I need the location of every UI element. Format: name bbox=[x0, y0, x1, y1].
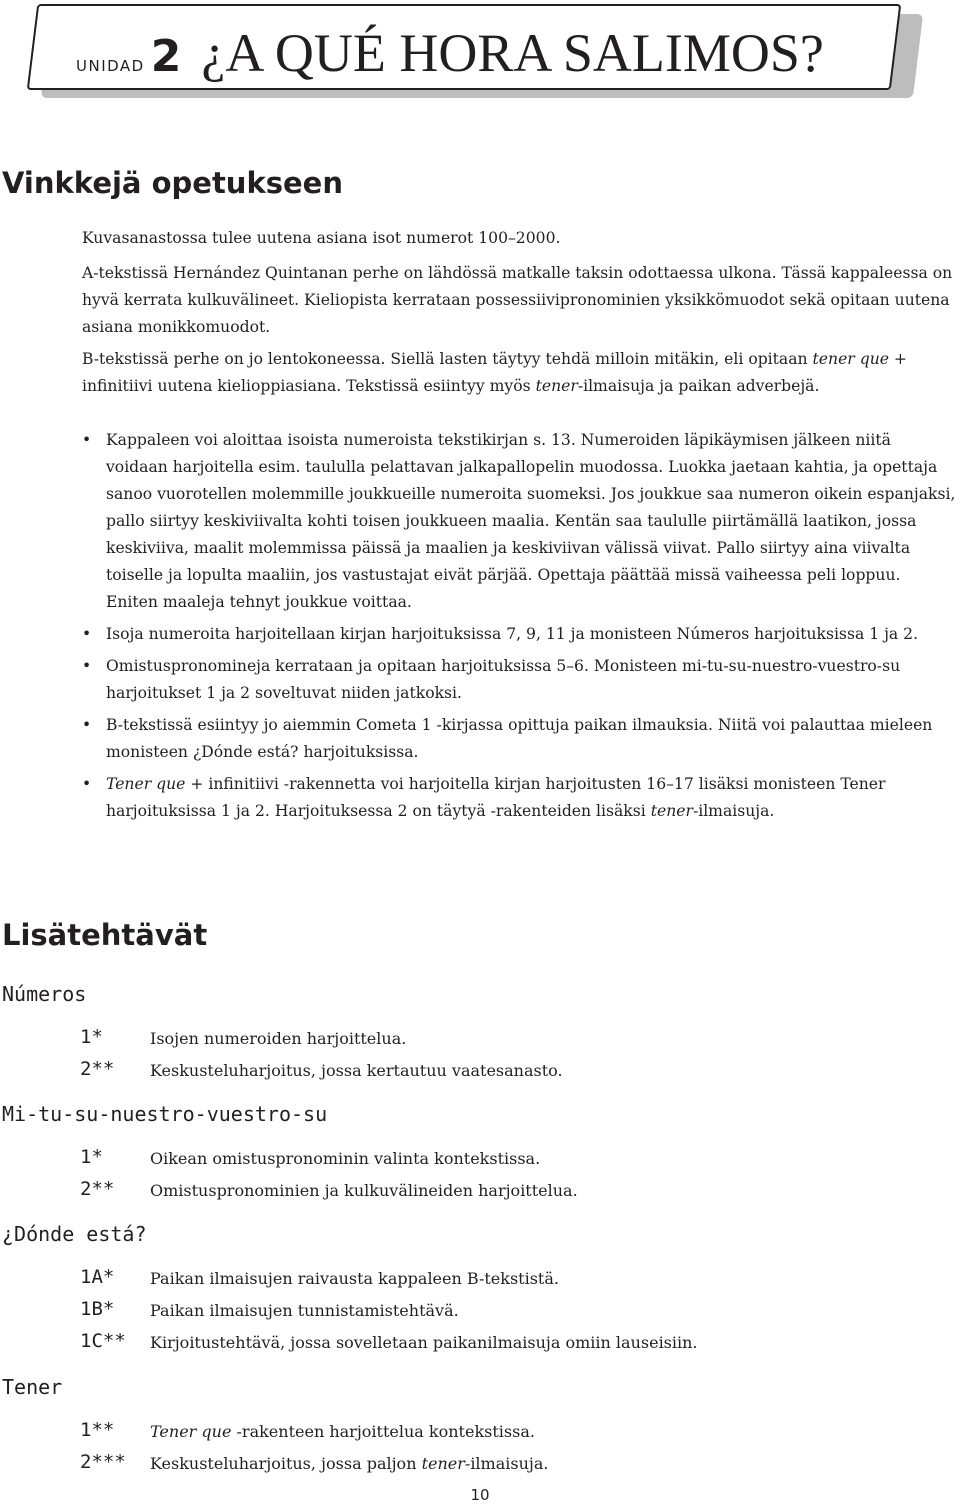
paragraph-a-text: A-tekstissä Hernández Quintanan perhe on lähdössä matkalle taksin odottaessa ulkona. Tässä kappaleessa on hyvä kerrata kulkuvälineet. Kieliopista kerrataan possessiivipronominien yksikkömuodot sekä opitaan uutena asiana monikkomuodot. bbox=[82, 264, 953, 336]
exercise-text-start: Keskusteluharjoitus, jossa paljon bbox=[150, 1454, 422, 1473]
paragraph-b-text bbox=[82, 346, 954, 400]
exercise-emphasis: tener bbox=[421, 1454, 465, 1473]
bullet-text: + infinitiivi -rakennetta voi harjoitella kirjan harjoitusten 16–17 lisäksi monisteen Tener harjoituksissa 1 ja 2. Harjoituksessa 2 on täytyä -rakenteiden lisäksi bbox=[106, 775, 886, 820]
exercise-code: 2*** bbox=[80, 1451, 126, 1473]
exercise-code: 1** bbox=[80, 1419, 115, 1441]
exercise-text: Oikean omistuspronominin valinta kontekstissa. bbox=[150, 1149, 541, 1168]
bullet-icon: • bbox=[82, 625, 92, 643]
exercise-code: 1A* bbox=[80, 1266, 115, 1288]
subheading-donde-esta: ¿Dónde está? bbox=[2, 1222, 147, 1246]
exercise-code: 1B* bbox=[80, 1298, 115, 1320]
exercise-text: Kirjoitustehtävä, jossa sovelletaan paikanilmaisuja omiin lauseisiin. bbox=[150, 1333, 698, 1352]
p3-part3: -ilmaisuja ja paikan adverbejä. bbox=[577, 377, 820, 395]
unit-number: 2 bbox=[150, 31, 182, 82]
exercise-code: 1C** bbox=[80, 1330, 126, 1352]
exercise-text bbox=[150, 1422, 535, 1441]
exercise-text: Paikan ilmaisujen raivausta kappaleen B-tekstistä. bbox=[150, 1269, 559, 1288]
bullet-icon: • bbox=[82, 716, 92, 734]
unit-title: ¿A QUÉ HORA SALIMOS? bbox=[201, 23, 824, 83]
exercise-text bbox=[150, 1454, 548, 1473]
p3-emphasis-tener: tener bbox=[535, 377, 578, 395]
list-item bbox=[82, 427, 956, 616]
extras-heading: Lisätehtävät bbox=[2, 918, 208, 952]
bullet-icon: • bbox=[82, 775, 92, 793]
paragraph-numbers: Kuvasanastossa tulee uutena asiana isot numerot 100–2000. bbox=[82, 229, 561, 247]
exercise-text: Omistuspronominien ja kulkuvälineiden harjoittelua. bbox=[150, 1181, 578, 1200]
subheading-numeros: Números bbox=[2, 982, 87, 1006]
subheading-tener: Tener bbox=[2, 1375, 63, 1399]
list-item bbox=[82, 621, 956, 648]
exercise-text-end: -ilmaisuja. bbox=[464, 1454, 549, 1473]
list-item bbox=[82, 712, 956, 766]
list-item bbox=[82, 771, 956, 825]
bullet-icon: • bbox=[82, 657, 92, 675]
exercise-emphasis: Tener que bbox=[150, 1422, 232, 1441]
exercise-text: Isojen numeroiden harjoittelua. bbox=[150, 1029, 407, 1048]
exercise-code: 2** bbox=[80, 1058, 115, 1080]
subheading-posesivos: Mi-tu-su-nuestro-vuestro-su bbox=[2, 1102, 328, 1126]
bullet-text: Kappaleen voi aloittaa isoista numeroista tekstikirjan s. 13. Numeroiden läpikäymisen jälkeen niitä voidaan harjoitella esim. taululla pelattavan jalkapallopelin muodossa. Luokka jaetaan kahtia, ja opettaja sanoo vuorotellen molemmille joukkueille numeroita suomeksi. Jos joukkue saa numeron oikein espanjaksi, pallo siirtyy keskiviivalta kohti toisen joukkueen maalia. Kentän saa taululle piirtämällä laatikon, jossa keskiviiva, maalit molemmissa päissä ja maalien ja keskiviivan välissä viivat. Pallo siirtyy aina viivalta toiselle ja lopulta maaliin, jos vastustajat eivät pärjää. Opettaja päättää missä vaiheessa peli loppuu. Eniten maaleja tehnyt joukkue voittaa. bbox=[106, 431, 956, 611]
page-number: 10 bbox=[470, 1486, 490, 1504]
exercise-code: 1* bbox=[80, 1146, 103, 1168]
bullet-text-end: -ilmaisuja. bbox=[692, 802, 775, 820]
bullet-text: Isoja numeroita harjoitellaan kirjan harjoituksissa 7, 9, 11 ja monisteen Números harjoituksissa 1 ja 2. bbox=[106, 625, 919, 643]
p3-part2: + infinitiivi uutena kielioppiasiana. Tekstissä esiintyy myös bbox=[82, 350, 907, 395]
bullet-emphasis-tener-que: Tener que bbox=[106, 775, 186, 793]
list-item bbox=[82, 653, 956, 707]
bullet-icon: • bbox=[82, 431, 92, 449]
tips-bullet-list bbox=[82, 427, 956, 830]
exercise-text-rest: -rakenteen harjoittelua kontekstissa. bbox=[231, 1422, 535, 1441]
bullet-text: B-tekstissä esiintyy jo aiemmin Cometa 1 -kirjassa opittuja paikan ilmauksia. Niitä voi palauttaa mieleen monisteen ¿Dónde está? harjoituksissa. bbox=[106, 716, 933, 761]
bullet-emphasis-tener: tener bbox=[650, 802, 693, 820]
p3-emphasis-tener-que: tener que bbox=[812, 350, 889, 368]
bullet-text: Omistuspronomineja kerrataan ja opitaan harjoituksissa 5–6. Monisteen mi-tu-su-nuestro-vuestro-su harjoitukset 1 ja 2 soveltuvat niiden jatkoksi. bbox=[106, 657, 901, 702]
tips-heading: Vinkkejä opetukseen bbox=[2, 166, 343, 200]
exercise-code: 2** bbox=[80, 1178, 115, 1200]
exercise-text: Paikan ilmaisujen tunnistamistehtävä. bbox=[150, 1301, 459, 1320]
p3-part1: B-tekstissä perhe on jo lentokoneessa. Siellä lasten täytyy tehdä milloin mitäkin, eli opitaan bbox=[82, 350, 813, 368]
exercise-text: Keskusteluharjoitus, jossa kertautuu vaatesanasto. bbox=[150, 1061, 563, 1080]
exercise-code: 1* bbox=[80, 1026, 103, 1048]
unit-label: UNIDAD bbox=[76, 57, 145, 75]
banner-text bbox=[76, 22, 824, 84]
